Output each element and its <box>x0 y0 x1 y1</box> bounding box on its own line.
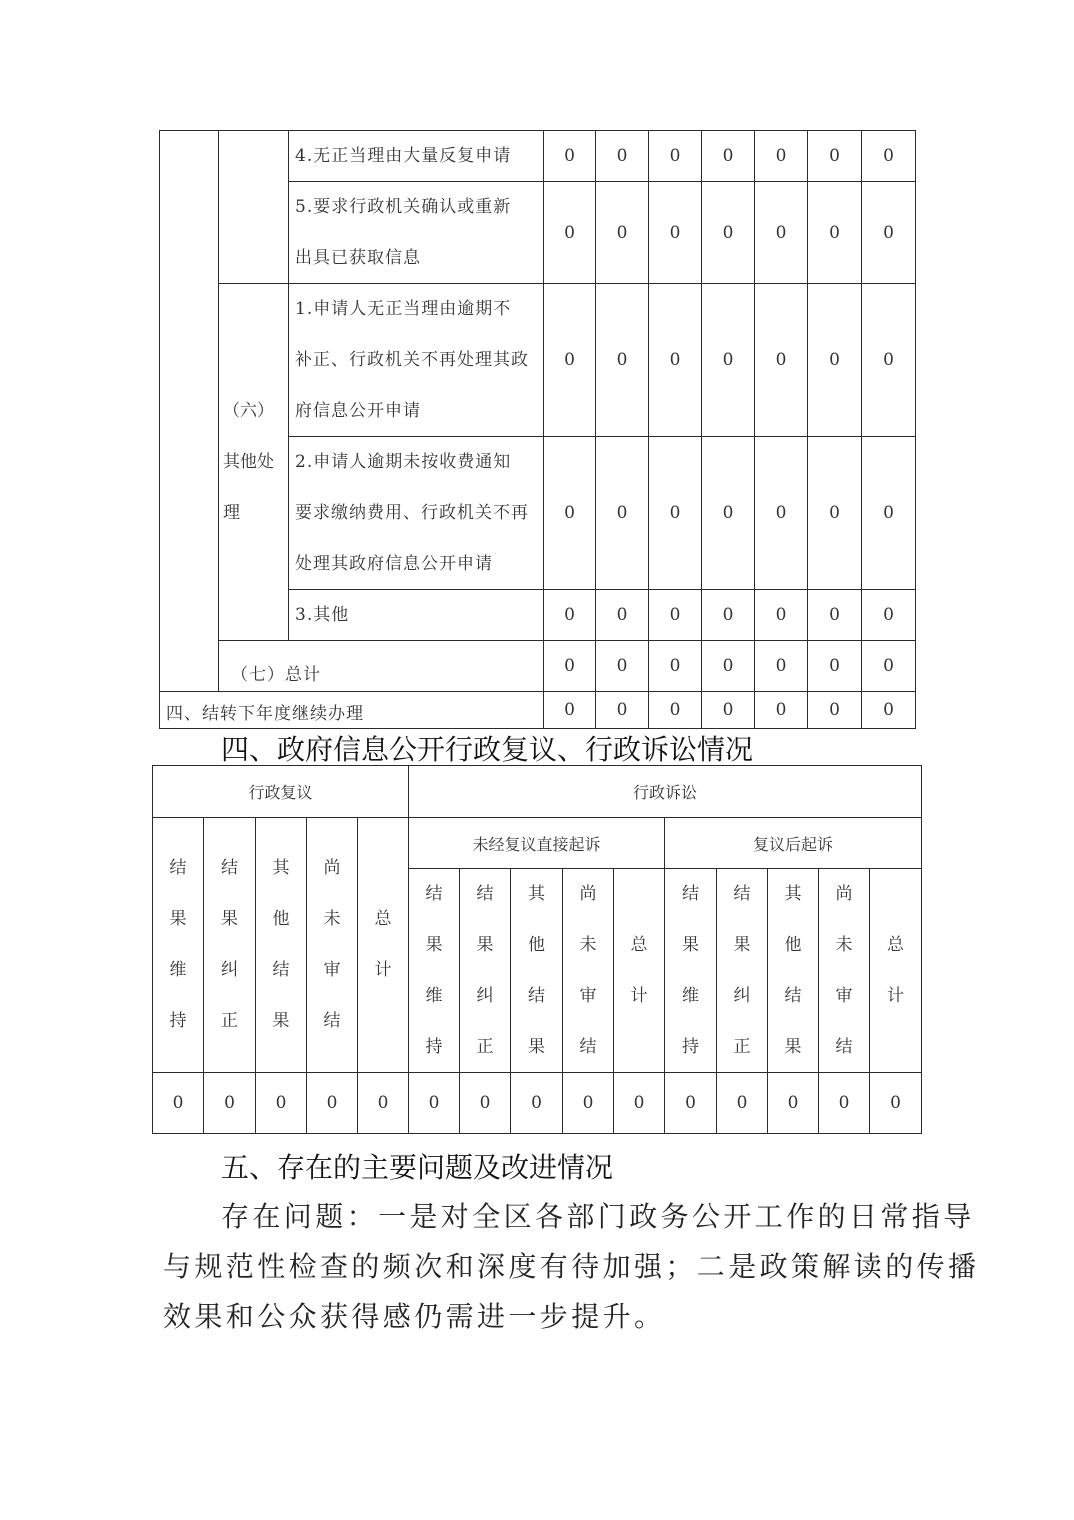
column-header <box>767 868 819 1073</box>
column-header-char: 果 <box>425 934 443 955</box>
row-label <box>288 181 544 284</box>
value-cell: 0 <box>861 589 916 641</box>
value-cell: 0 <box>701 640 755 692</box>
value-cell: 0 <box>807 640 862 692</box>
value-cell: 0 <box>818 1072 870 1134</box>
column-header-char: 结 <box>221 858 238 878</box>
value-cell: 0 <box>543 691 596 729</box>
value-cell: 0 <box>595 181 649 284</box>
column-header-char: 总 <box>887 934 904 955</box>
row-label-line: 要求缴纳费用、行政机关不再 <box>295 502 529 523</box>
group-label-other-handling <box>218 283 289 641</box>
column-header <box>357 817 409 1073</box>
value-cell: 0 <box>595 283 649 437</box>
column-header-char: 结 <box>272 960 290 980</box>
column-header-char: 其 <box>784 883 802 904</box>
column-header-char: 结 <box>682 883 699 904</box>
row-label-line: 1.申请人无正当理由逾期不 <box>295 298 512 319</box>
column-header <box>203 817 256 1073</box>
section-4-heading: 四、政府信息公开行政复议、行政诉讼情况 <box>221 733 754 766</box>
value-cell: 0 <box>357 1072 409 1134</box>
value-cell: 0 <box>543 589 596 641</box>
column-header-char: 持 <box>169 1011 187 1031</box>
value-cell: 0 <box>543 181 596 284</box>
column-header-char: 果 <box>272 1011 290 1031</box>
column-header-char: 结 <box>835 1036 853 1057</box>
column-header-char: 审 <box>323 960 341 980</box>
column-header-char: 审 <box>579 985 597 1006</box>
value-cell: 0 <box>255 1072 307 1134</box>
value-cell: 0 <box>543 130 596 182</box>
value-cell: 0 <box>595 691 649 729</box>
column-header-char: 正 <box>476 1036 494 1057</box>
column-header <box>459 868 511 1073</box>
row-label: 3.其他 <box>288 589 544 641</box>
column-header-char: 他 <box>784 934 802 955</box>
column-header <box>562 868 614 1073</box>
row-label <box>288 436 544 590</box>
column-header-char: 维 <box>169 960 187 980</box>
value-cell: 0 <box>754 130 808 182</box>
column-header <box>408 868 460 1073</box>
column-header-char: 结 <box>169 858 187 878</box>
row-label: 4.无正当理由大量反复申请 <box>288 130 544 182</box>
direct-suit-header: 未经复议直接起诉 <box>408 817 665 869</box>
value-cell: 0 <box>701 283 755 437</box>
group-label-line: 理 <box>223 502 240 523</box>
column-header-char: 果 <box>733 934 751 955</box>
value-cell: 0 <box>306 1072 358 1134</box>
value-cell: 0 <box>754 283 808 437</box>
value-cell: 0 <box>861 181 916 284</box>
column-header-char: 结 <box>579 1036 597 1057</box>
row-label-line: 处理其政府信息公开申请 <box>295 553 493 574</box>
value-cell: 0 <box>543 283 596 437</box>
value-cell: 0 <box>701 130 755 182</box>
column-header-char: 其 <box>528 883 545 904</box>
value-cell: 0 <box>595 589 649 641</box>
value-cell: 0 <box>716 1072 768 1134</box>
column-header-char: 果 <box>528 1036 545 1057</box>
group-column-continued <box>218 130 289 284</box>
after-review-suit-header: 复议后起诉 <box>664 817 922 869</box>
value-cell: 0 <box>648 691 702 729</box>
column-header-char: 纠 <box>221 960 238 980</box>
column-header <box>152 817 204 1073</box>
column-header-char: 果 <box>221 909 238 929</box>
group-label-line: 其他处 <box>223 451 274 472</box>
value-cell: 0 <box>648 181 702 284</box>
row-label-line: 补正、行政机关不再处理其政 <box>295 349 529 370</box>
value-cell: 0 <box>701 181 755 284</box>
value-cell: 0 <box>595 640 649 692</box>
value-cell: 0 <box>648 436 702 590</box>
row-label <box>288 283 544 437</box>
value-cell: 0 <box>152 1072 204 1134</box>
row-label: 四、结转下年度继续办理 <box>159 691 544 729</box>
value-cell: 0 <box>543 640 596 692</box>
column-header <box>818 868 870 1073</box>
column-header-char: 结 <box>733 883 751 904</box>
column-header <box>613 868 665 1073</box>
column-header-char: 尚 <box>835 883 853 904</box>
column-header-char: 计 <box>374 960 392 980</box>
column-header-char: 总 <box>630 934 648 955</box>
value-cell: 0 <box>595 130 649 182</box>
value-cell: 0 <box>648 283 702 437</box>
value-cell: 0 <box>701 589 755 641</box>
row-label-line: 2.申请人逾期未按收费通知 <box>295 451 512 472</box>
column-header-char: 未 <box>323 909 341 929</box>
row-label-line: 出具已获取信息 <box>295 247 421 268</box>
row-label-line: 5.要求行政机关确认或重新 <box>295 196 512 217</box>
value-cell: 0 <box>613 1072 665 1134</box>
value-cell: 0 <box>861 691 916 729</box>
column-header <box>869 868 922 1073</box>
column-header <box>716 868 768 1073</box>
value-cell: 0 <box>595 436 649 590</box>
column-header-char: 其 <box>272 858 290 878</box>
column-header-char: 计 <box>630 985 648 1006</box>
value-cell: 0 <box>408 1072 460 1134</box>
column-header-char: 结 <box>784 985 802 1006</box>
value-cell: 0 <box>459 1072 511 1134</box>
column-header-char: 维 <box>425 985 443 1006</box>
column-header-char: 纠 <box>733 985 751 1006</box>
column-header-char: 结 <box>528 985 545 1006</box>
value-cell: 0 <box>807 181 862 284</box>
value-cell: 0 <box>807 130 862 182</box>
section-5-heading: 五、存在的主要问题及改进情况 <box>221 1151 614 1184</box>
value-cell: 0 <box>861 640 916 692</box>
value-cell: 0 <box>767 1072 819 1134</box>
column-header-char: 未 <box>835 934 853 955</box>
value-cell: 0 <box>701 691 755 729</box>
value-cell: 0 <box>807 283 862 437</box>
value-cell: 0 <box>664 1072 717 1134</box>
value-cell: 0 <box>861 283 916 437</box>
value-cell: 0 <box>869 1072 922 1134</box>
column-header-char: 正 <box>221 1011 238 1031</box>
paragraph-line-1: 存在问题：一是对全区各部门政务公开工作的日常指导 <box>221 1200 975 1233</box>
column-header-char: 结 <box>476 883 494 904</box>
column-header-char: 果 <box>169 909 187 929</box>
value-cell: 0 <box>701 436 755 590</box>
column-header-char: 尚 <box>323 858 341 878</box>
column-header-char: 未 <box>579 934 597 955</box>
column-header-char: 持 <box>425 1036 443 1057</box>
row-label-line: 府信息公开申请 <box>295 400 421 421</box>
column-header-char: 尚 <box>579 883 597 904</box>
column-header-char: 他 <box>528 934 545 955</box>
group-column-outer <box>159 130 219 692</box>
value-cell: 0 <box>510 1072 563 1134</box>
admin-review-header: 行政复议 <box>152 765 409 818</box>
value-cell: 0 <box>807 691 862 729</box>
column-header-char: 纠 <box>476 985 494 1006</box>
column-header-char: 持 <box>682 1036 699 1057</box>
column-header-char: 结 <box>323 1011 341 1031</box>
column-header-char: 正 <box>733 1036 751 1057</box>
value-cell: 0 <box>754 691 808 729</box>
column-header <box>664 868 717 1073</box>
value-cell: 0 <box>562 1072 614 1134</box>
value-cell: 0 <box>648 130 702 182</box>
value-cell: 0 <box>203 1072 256 1134</box>
group-label-line: （六） <box>223 400 274 421</box>
column-header-char: 果 <box>476 934 494 955</box>
column-header-char: 审 <box>835 985 853 1006</box>
column-header-char: 计 <box>887 985 904 1006</box>
value-cell: 0 <box>754 181 808 284</box>
value-cell: 0 <box>861 130 916 182</box>
column-header-char: 果 <box>784 1036 802 1057</box>
value-cell: 0 <box>648 589 702 641</box>
column-header <box>510 868 563 1073</box>
admin-litigation-header: 行政诉讼 <box>408 765 922 818</box>
column-header <box>255 817 307 1073</box>
column-header-char: 总 <box>374 909 392 929</box>
column-header <box>306 817 358 1073</box>
row-label: （七）总计 <box>218 640 544 692</box>
column-header-char: 他 <box>272 909 290 929</box>
value-cell: 0 <box>754 436 808 590</box>
value-cell: 0 <box>807 589 862 641</box>
value-cell: 0 <box>754 640 808 692</box>
value-cell: 0 <box>754 589 808 641</box>
value-cell: 0 <box>543 436 596 590</box>
column-header-char: 维 <box>682 985 699 1006</box>
paragraph-line-2: 与规范性检查的频次和深度有待加强；二是政策解读的传播 <box>163 1250 980 1283</box>
value-cell: 0 <box>648 640 702 692</box>
column-header-char: 结 <box>425 883 443 904</box>
value-cell: 0 <box>807 436 862 590</box>
paragraph-line-3: 效果和公众获得感仍需进一步提升。 <box>163 1300 666 1333</box>
column-header-char: 果 <box>682 934 699 955</box>
value-cell: 0 <box>861 436 916 590</box>
